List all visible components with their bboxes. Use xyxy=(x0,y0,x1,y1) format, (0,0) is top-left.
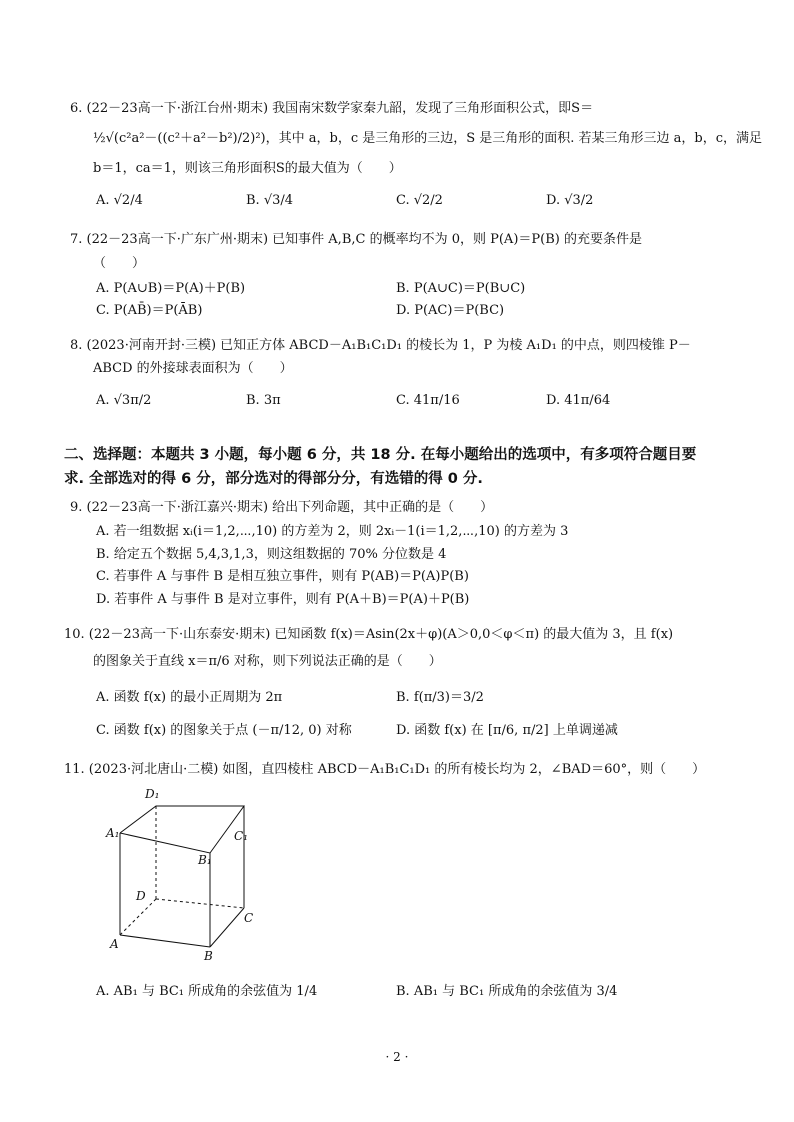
q6-line1: 6. (22－23高一下·浙江台州·期末) 我国南宋数学家秦九韶，发现了三角形面积公式，即S＝ xyxy=(70,101,594,116)
q11-line1: 11. (2023·河北唐山·二模) 如图，直四棱柱 ABCD－A₁B₁C₁D₁ 的所有棱长均为 2，∠BAD＝60°，则（ ） xyxy=(64,762,706,777)
q7-line1: 7. (22－23高一下·广东广州·期末) 已知事件 A,B,C 的概率均不为 0，则 P(A)＝P(B) 的充要条件是 xyxy=(70,232,642,247)
q9-option-c: C. 若事件 A 与事件 B 是相互独立事件，则有 P(AB)＝P(A)P(B) xyxy=(96,569,469,584)
q8-option-c: C. 41π/16 xyxy=(396,393,460,408)
page-number: · 2 · xyxy=(385,1050,409,1064)
label-d: D xyxy=(136,889,146,903)
q7-line2: （ ） xyxy=(93,256,146,271)
label-c1: C₁ xyxy=(234,829,248,843)
q7-option-b: B. P(A∪C)＝P(B∪C) xyxy=(396,281,526,296)
prism-figure xyxy=(100,782,280,962)
q8-option-d: D. 41π/64 xyxy=(546,393,611,408)
label-d1: D₁ xyxy=(145,787,160,801)
label-b: B xyxy=(204,949,213,962)
q9-option-a: A. 若一组数据 xᵢ(i＝1,2,⋯,10) 的方差为 2，则 2xᵢ－1(i＝1,2,⋯,10) 的方差为 3 xyxy=(96,524,569,539)
q7-option-d: D. P(AC)＝P(BC) xyxy=(396,303,505,318)
q10-option-c: C. 函数 f(x) 的图象关于点 (－π/12, 0) 对称 xyxy=(96,723,352,738)
label-b1: B₁ xyxy=(198,853,212,867)
section-2-heading-line2: 求. 全部选对的得 6 分，部分选对的得部分分，有选错的得 0 分. xyxy=(64,471,483,487)
q6-option-d: D. √3/2 xyxy=(546,193,594,208)
q6-line2: ½√(c²a²－((c²＋a²－b²)/2)²)，其中 a，b，c 是三角形的三边，S 是三角形的面积. 若某三角形三边 a，b，c，满足 xyxy=(93,131,763,146)
q6-option-c: C. √2/2 xyxy=(396,193,443,208)
q11-option-b: B. AB₁ 与 BC₁ 所成角的余弦值为 3/4 xyxy=(396,984,618,999)
q10-option-a: A. 函数 f(x) 的最小正周期为 2π xyxy=(96,690,283,705)
q8-line1: 8. (2023·河南开封·三模) 已知正方体 ABCD－A₁B₁C₁D₁ 的棱长为 1，P 为棱 A₁D₁ 的中点，则四棱锥 P－ xyxy=(70,338,691,353)
q9-line1: 9. (22－23高一下·浙江嘉兴·期末) 给出下列命题，其中正确的是（ ） xyxy=(70,500,494,515)
q9-option-b: B. 给定五个数据 5,4,3,1,3，则这组数据的 70% 分位数是 4 xyxy=(96,547,447,562)
label-c: C xyxy=(244,911,254,925)
q8-line2: ABCD 的外接球表面积为（ ） xyxy=(93,361,293,376)
q10-option-d: D. 函数 f(x) 在 [π/6, π/2] 上单调递减 xyxy=(396,723,618,738)
q7-option-a: A. P(A∪B)＝P(A)＋P(B) xyxy=(96,281,246,296)
q10-option-b: B. f(π/3)＝3/2 xyxy=(396,690,484,705)
section-2-heading-line1: 二、选择题：本题共 3 小题，每小题 6 分，共 18 分. 在每小题给出的选项中，有多项符合题目要 xyxy=(64,447,697,463)
label-a: A xyxy=(110,937,119,951)
q6-option-a: A. √2/4 xyxy=(96,193,143,208)
q10-line2: 的图象关于直线 x＝π/6 对称，则下列说法正确的是（ ） xyxy=(93,654,442,669)
q8-option-b: B. 3π xyxy=(246,393,281,408)
q8-option-a: A. √3π/2 xyxy=(96,393,152,408)
q11-option-a: A. AB₁ 与 BC₁ 所成角的余弦值为 1/4 xyxy=(96,984,318,999)
q9-option-d: D. 若事件 A 与事件 B 是对立事件，则有 P(A＋B)＝P(A)＋P(B) xyxy=(96,592,470,607)
q6-line3: b＝1，ca＝1，则该三角形面积S的最大值为（ ） xyxy=(93,161,402,176)
q10-line1: 10. (22－23高一下·山东泰安·期末) 已知函数 f(x)＝Asin(2x＋φ)(A＞0,0＜φ＜π) 的最大值为 3，且 f(x) xyxy=(64,627,674,642)
label-a1: A₁ xyxy=(106,826,120,840)
q6-option-b: B. √3/4 xyxy=(246,193,294,208)
q7-option-c: C. P(AB̄)＝P(ĀB) xyxy=(96,303,203,318)
